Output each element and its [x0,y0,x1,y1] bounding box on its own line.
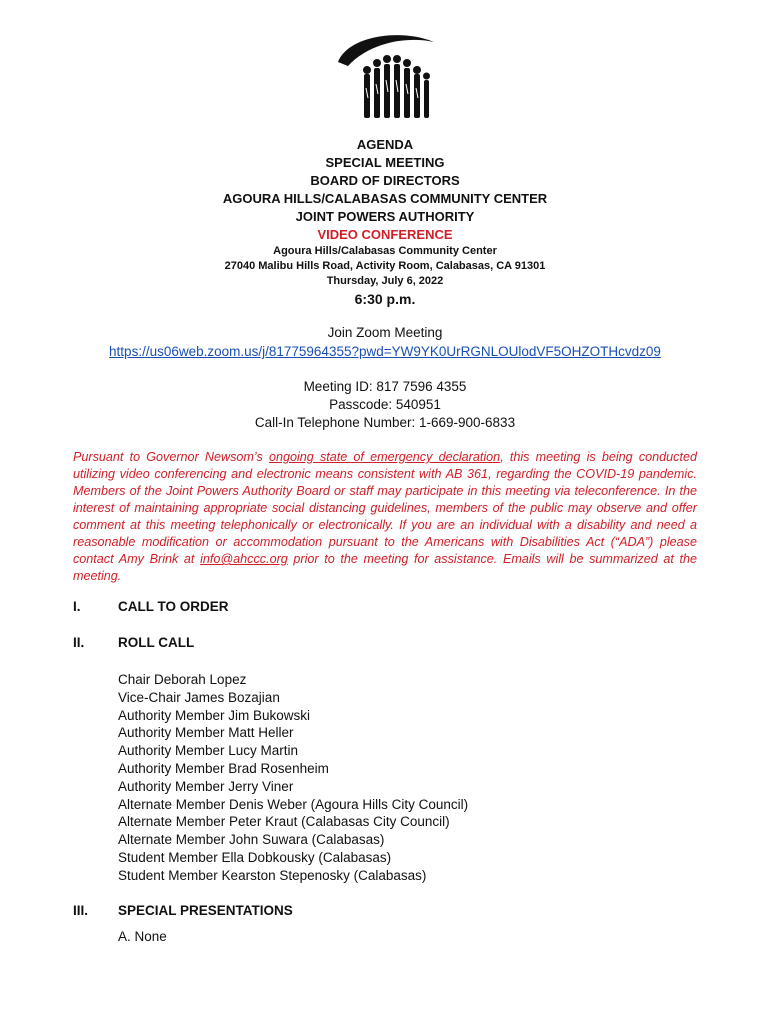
list-item: Authority Member Brad Rosenheim [118,760,329,776]
meeting-time: 6:30 p.m. [354,291,416,307]
emergency-declaration-link[interactable]: ongoing state of emergency declaration [268,450,501,464]
section-number: I. [73,599,81,614]
notice-text-3: prior to the meeting for assistance. Emails will be summarized at the meeting. [73,552,698,583]
list-item: Alternate Member Denis Weber (Agoura Hills City Council) [118,796,469,812]
list-item: Authority Member Jim Bukowski [118,707,311,723]
list-item: Student Member Ella Dobkousky (Calabasas) [118,849,392,865]
call-in-number: Call-In Telephone Number: 1-669-900-6833 [254,415,516,430]
community-center-logo [330,28,440,128]
meeting-date: Thursday, July 6, 2022 [326,275,444,287]
list-item: Alternate Member John Suwara (Calabasas) [118,832,385,848]
public-notice [73,449,697,585]
join-zoom-label: Join Zoom Meeting [327,325,443,340]
authority-name: JOINT POWERS AUTHORITY [295,209,475,224]
special-presentations-item: A. None [118,929,167,944]
meeting-type: SPECIAL MEETING [325,155,445,170]
list-item: Chair Deborah Lopez [118,672,247,687]
organization-name: AGOURA HILLS/CALABASAS COMMUNITY CENTER [222,191,548,206]
meeting-id: Meeting ID: 817 7596 4355 [303,379,467,394]
board-title: BOARD OF DIRECTORS [310,173,460,188]
section-number: II. [73,635,85,650]
section-title-special-presentations: SPECIAL PRESENTATIONS [118,903,293,918]
notice-text-2: , this meeting is being conducted utilizing video conferencing and electronic means consistent with AB 361, regarding the COVID-19 pandemic. Members of the Joint Powers Authority Board or staff may participate in this meeting via teleconference. In the interest of maintaining appropriate social distancing guidelines, members of the public may observe and offer comment at this meeting telephonically or electronically. If you are an individual with a disability and need a reasonable modification or accommodation pursuant to the Americans with Disabilities Act (“ADA”) please contact Amy Brink at [73,450,697,566]
venue-address: 27040 Malibu Hills Road, Activity Room, Calabasas, CA 91301 [224,260,546,272]
video-conference-label: VIDEO CONFERENCE [317,227,453,242]
notice-text-1: Pursuant to Governor Newsom’s [73,450,269,464]
agenda-title: AGENDA [356,137,414,152]
venue-name: Agoura Hills/Calabasas Community Center [273,245,497,257]
list-item: Authority Member Matt Heller [118,725,294,741]
list-item: Alternate Member Peter Kraut (Calabasas City Council) [118,814,450,830]
list-item: Student Member Kearston Stepenosky (Calabasas) [118,867,427,883]
section-title-roll-call: ROLL CALL [118,635,195,650]
section-number: III. [73,903,89,918]
list-item: Authority Member Lucy Martin [118,743,299,759]
email-link[interactable]: info@ahccc.org [200,552,288,566]
roll-call-list [118,671,468,885]
list-item: Vice-Chair James Bozajian [118,689,280,705]
section-title-call-to-order: CALL TO ORDER [118,599,229,614]
zoom-meeting-link[interactable]: https://us06web.zoom.us/j/81775964355?pwd=YW9YK0UrRGNLOUlodVF5OHZOTHcvdz09 [109,344,661,359]
passcode: Passcode: 540951 [329,397,441,412]
list-item: Authority Member Jerry Viner [118,778,294,794]
